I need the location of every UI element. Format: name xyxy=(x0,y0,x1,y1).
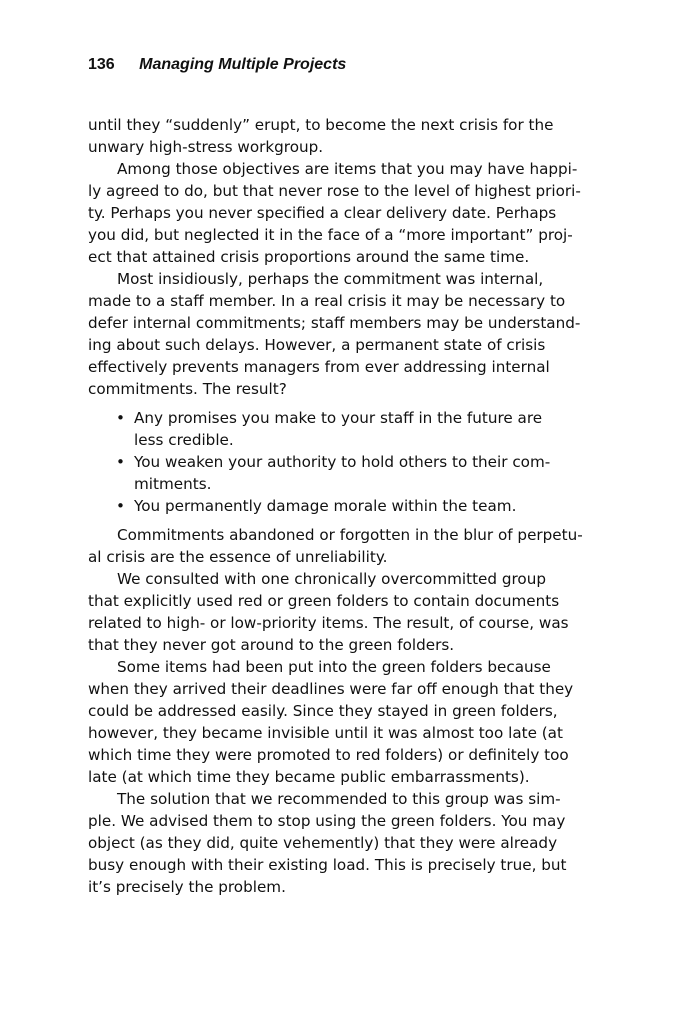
page-number: 136 xyxy=(88,56,115,73)
text-line: ly agreed to do, but that never rose to the level of highest priori- xyxy=(88,182,581,200)
text-line: that they never got around to the green folders. xyxy=(88,636,455,654)
text-line: when they arrived their deadlines were far off enough that they xyxy=(88,680,574,698)
text-line: Most insidiously, perhaps the commitment was internal, xyxy=(117,270,544,288)
text-line: Among those objectives are items that you may have happi- xyxy=(117,160,578,178)
text-line: Some items had been put into the green folders because xyxy=(117,658,551,676)
bullet-item xyxy=(88,407,598,451)
bullet-text-line: mitments. xyxy=(134,475,212,493)
text-line: however, they became invisible until it was almost too late (at xyxy=(88,724,563,742)
bullet-list xyxy=(88,407,598,517)
text-line: busy enough with their existing load. This is precisely true, but xyxy=(88,856,567,874)
bullet-text-line: You weaken your authority to hold others to their com- xyxy=(134,453,551,471)
text-line: until they “suddenly” erupt, to become the next crisis for the xyxy=(88,116,554,134)
text-line: you did, but neglected it in the face of a “more important” proj- xyxy=(88,226,573,244)
paragraph xyxy=(88,788,598,898)
bullet-text-line: You permanently damage morale within the team. xyxy=(134,497,517,515)
text-line: effectively prevents managers from ever addressing internal xyxy=(88,358,550,376)
paragraphs-after-list xyxy=(88,524,598,898)
paragraph xyxy=(88,524,598,568)
text-line: object (as they did, quite vehemently) that they were already xyxy=(88,834,558,852)
paragraph xyxy=(88,158,598,268)
bullet-item xyxy=(88,495,598,517)
text-line: could be addressed easily. Since they stayed in green folders, xyxy=(88,702,558,720)
bullet-text-line: Any promises you make to your staff in the future are xyxy=(134,409,543,427)
text-line: which time they were promoted to red folders) or definitely too xyxy=(88,746,569,764)
book-title: Managing Multiple Projects xyxy=(139,56,347,73)
text-line: it’s precisely the problem. xyxy=(88,878,286,896)
text-line: late (at which time they became public embarrassments). xyxy=(88,768,530,786)
paragraph xyxy=(88,656,598,788)
text-line: defer internal commitments; staff members may be understand- xyxy=(88,314,581,332)
text-line: The solution that we recommended to this group was sim- xyxy=(117,790,561,808)
paragraph xyxy=(88,568,598,656)
paragraph xyxy=(88,114,598,158)
text-line: unwary high-stress workgroup. xyxy=(88,138,324,156)
paragraph xyxy=(88,268,598,400)
text-line: that explicitly used red or green folders to contain documents xyxy=(88,592,560,610)
text-line: related to high- or low-priority items. The result, of course, was xyxy=(88,614,569,632)
bullet-glyph: • xyxy=(116,409,125,427)
text-line: made to a staff member. In a real crisis it may be necessary to xyxy=(88,292,566,310)
text-line: ty. Perhaps you never specified a clear delivery date. Perhaps xyxy=(88,204,557,222)
text-line: ple. We advised them to stop using the green folders. You may xyxy=(88,812,566,830)
text-line: ing about such delays. However, a permanent state of crisis xyxy=(88,336,546,354)
bullet-item xyxy=(88,451,598,495)
text-line: Commitments abandoned or forgotten in the blur of perpetu- xyxy=(117,526,583,544)
body-text xyxy=(88,114,598,898)
text-line: We consulted with one chronically overcommitted group xyxy=(117,570,546,588)
running-head xyxy=(88,55,346,75)
text-line: ect that attained crisis proportions around the same time. xyxy=(88,248,530,266)
bullet-glyph: • xyxy=(116,453,125,471)
text-line: al crisis are the essence of unreliability. xyxy=(88,548,388,566)
paragraphs-before-list xyxy=(88,114,598,400)
text-line: commitments. The result? xyxy=(88,380,287,398)
bullet-glyph: • xyxy=(116,497,125,515)
bullet-text-line: less credible. xyxy=(134,431,234,449)
